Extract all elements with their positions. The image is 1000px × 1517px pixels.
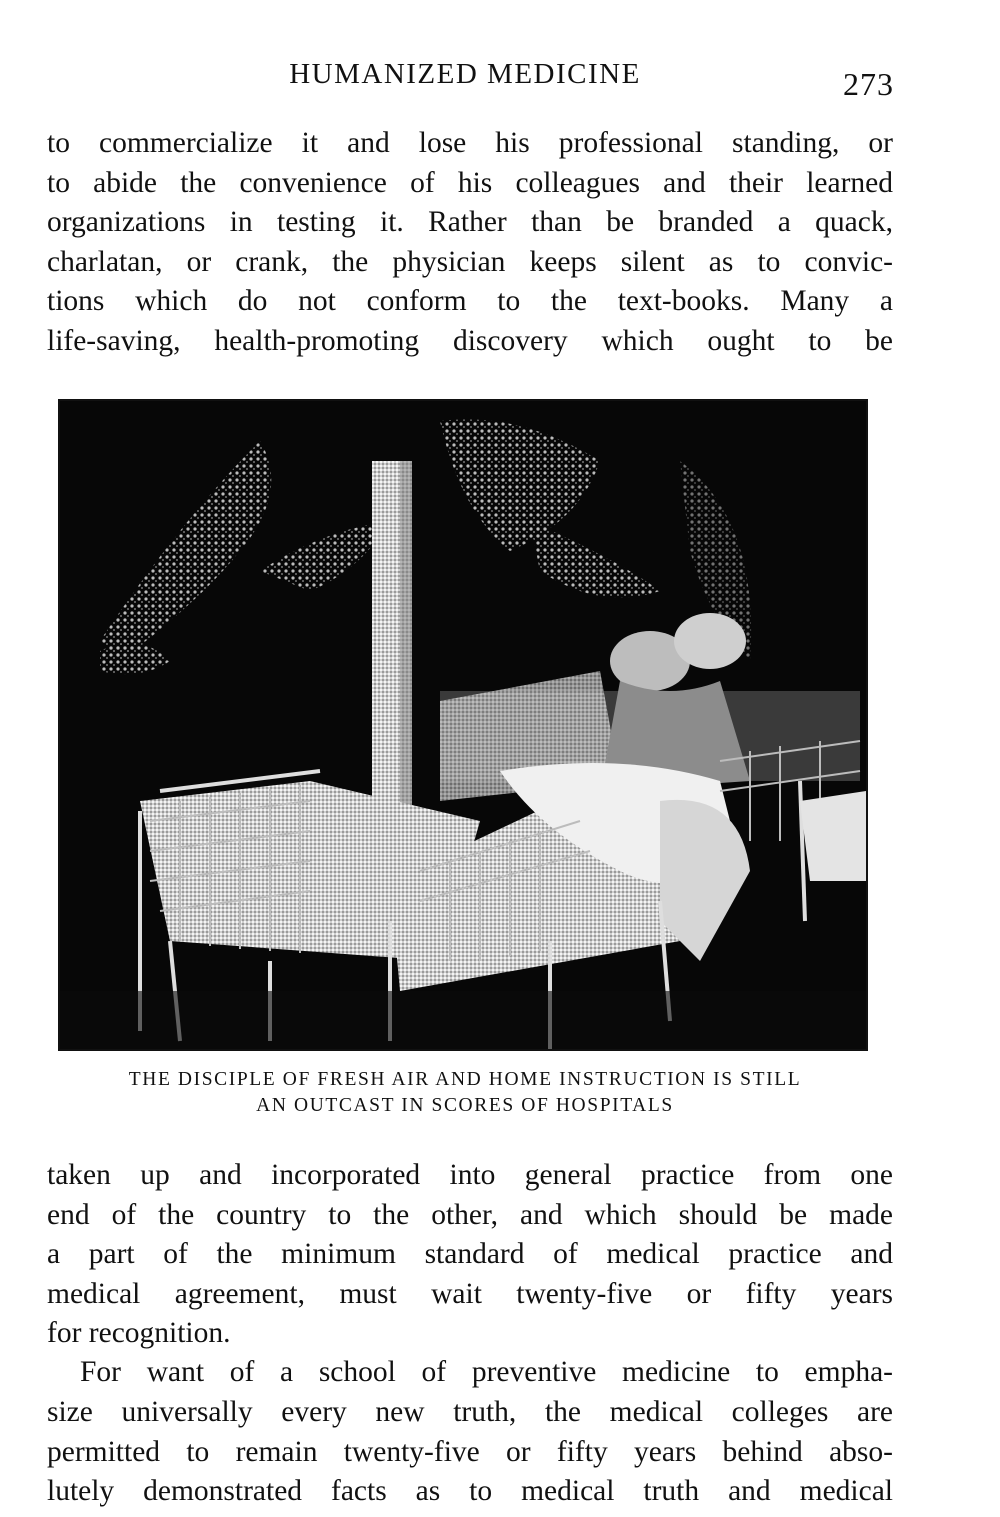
paragraph-bottom-first-line <box>80 1353 893 1393</box>
text-line: to abide the convenience of his colleagues and their learned <box>47 166 893 199</box>
text-line: a part of the minimum standard of medical practice and <box>47 1238 893 1271</box>
text-line: permitted to remain twenty-five or fifty years behind abso- <box>47 1435 893 1468</box>
paragraph-middle <box>47 1156 893 1354</box>
text-line: size universally every new truth, the medical colleges are <box>47 1396 893 1428</box>
text-line: medical agreement, must wait twenty-five or fifty years <box>47 1277 893 1310</box>
running-title: HUMANIZED MEDICINE <box>289 58 641 90</box>
text-line: charlatan, or crank, the physician keeps silent as to convic- <box>47 245 893 278</box>
text-line: organizations in testing it. Rather than be branded a quack, <box>47 206 893 239</box>
text-line: for recognition. <box>47 1317 231 1350</box>
figure-caption <box>40 1067 890 1119</box>
hospital-photograph <box>58 399 868 1051</box>
text-line: end of the country to the other, and which should be made <box>47 1198 893 1231</box>
page-number: 273 <box>843 66 894 102</box>
paragraph-top <box>47 124 893 362</box>
text-line: taken up and incorporated into general practice from one <box>47 1159 893 1191</box>
text-line: life-saving, health-promoting discovery which ought to be <box>47 324 893 357</box>
text-line: For want of a school of preventive medicine to empha- <box>80 1356 893 1388</box>
text-line: to commercialize it and lose his professional standing, or <box>47 127 893 159</box>
paragraph-bottom <box>47 1393 893 1512</box>
photograph-hospital-beds-icon <box>60 401 866 1049</box>
text-line: lutely demonstrated facts as to medical truth and medical <box>47 1475 893 1508</box>
caption-line: THE DISCIPLE OF FRESH AIR AND HOME INSTRUCTION IS STILL <box>128 1069 802 1090</box>
caption-line: AN OUTCAST IN SCORES OF HOSPITALS <box>256 1095 674 1116</box>
text-line: tions which do not conform to the text-books. Many a <box>47 285 893 318</box>
running-head <box>0 58 1000 102</box>
